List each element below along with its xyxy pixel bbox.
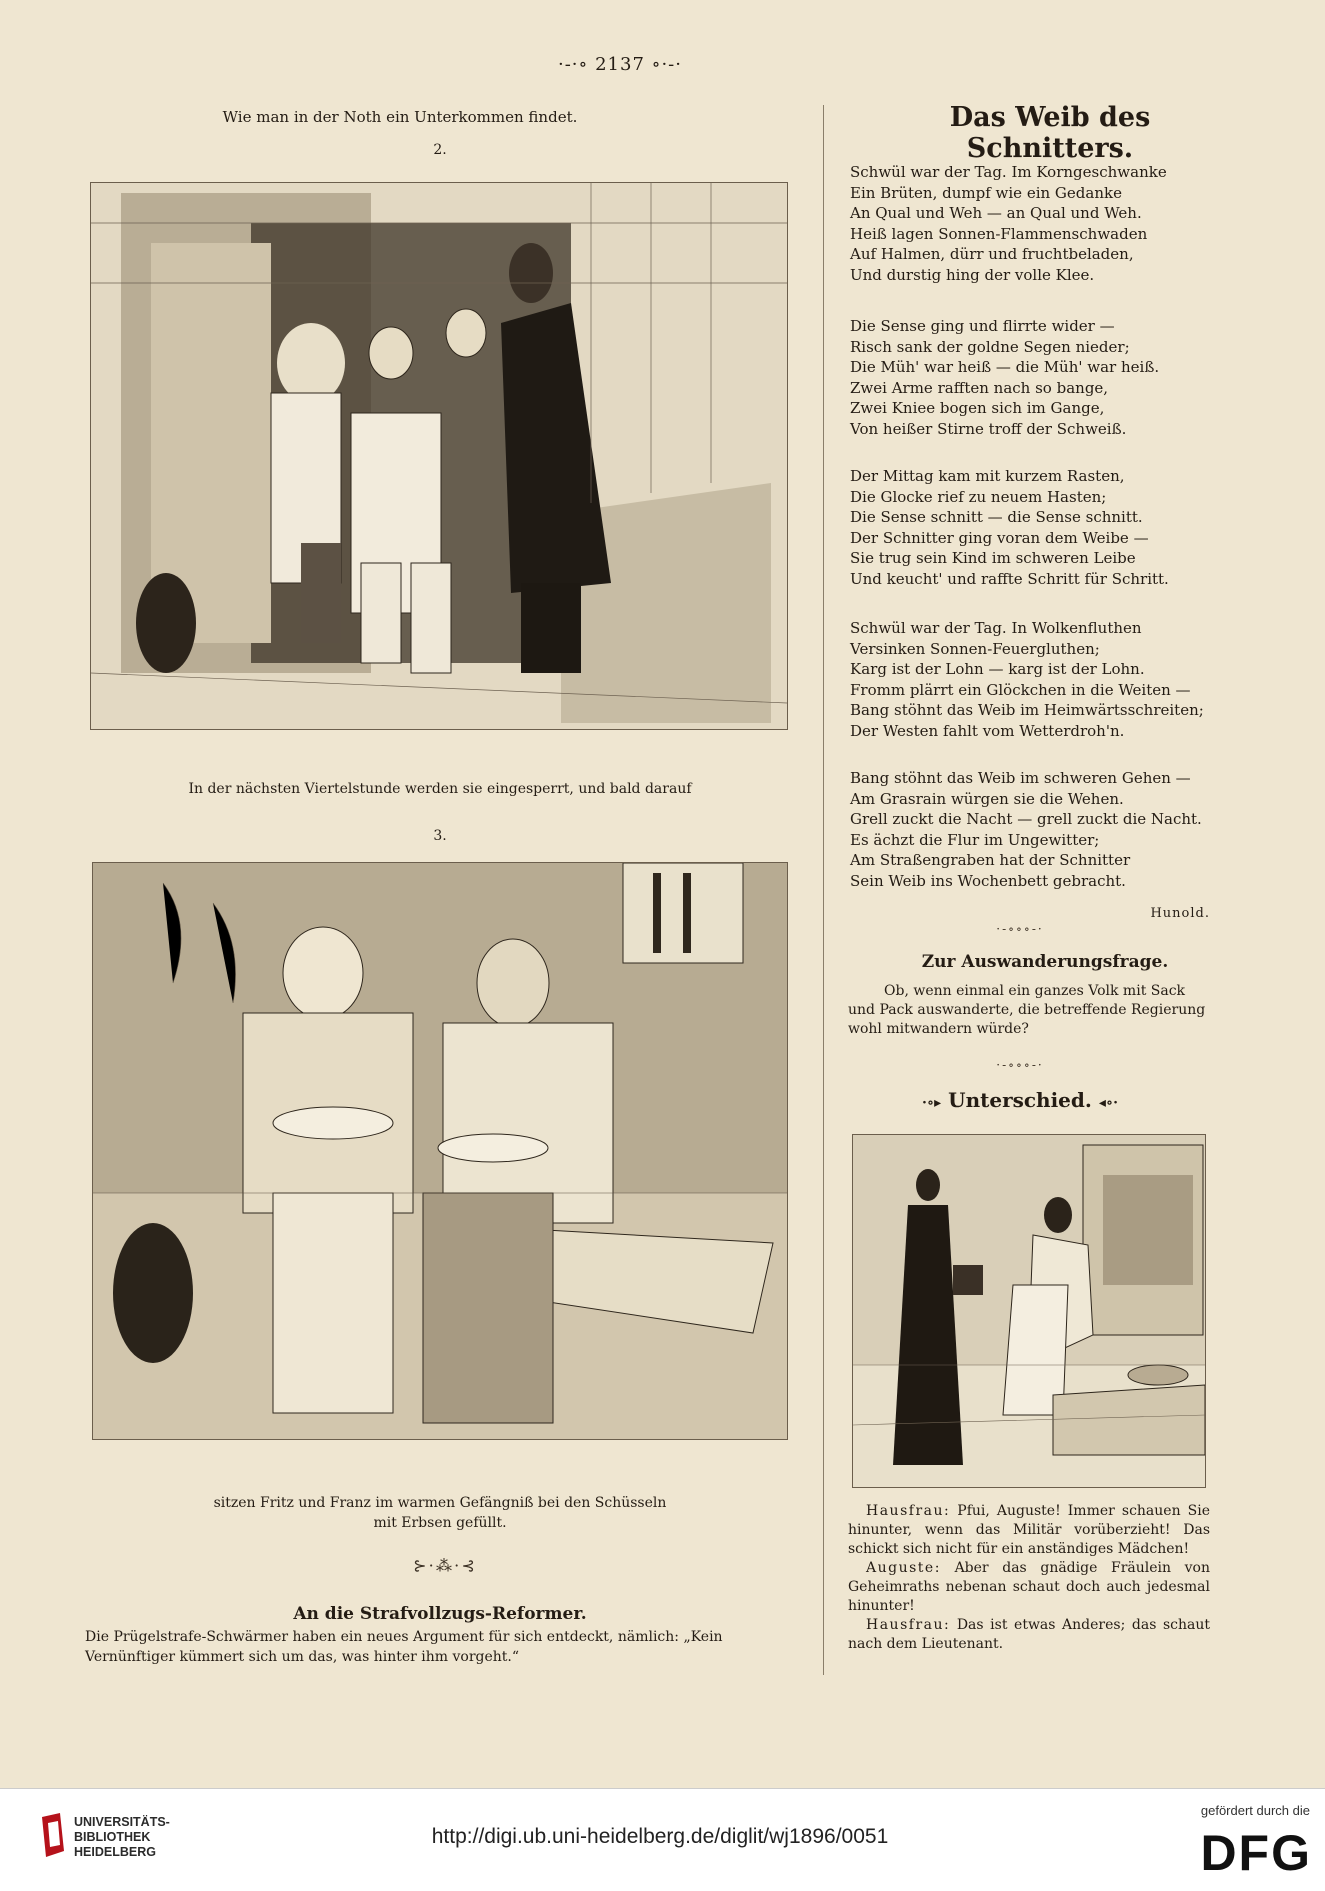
emigration-text: Ob, wenn einmal ein ganzes Volk mit Sack und Pack auswanderte, die betreffende Regierung wohl mitwandern würde? bbox=[848, 983, 1206, 1037]
page-number: ·-·∘ 2137 ∘·-· bbox=[558, 54, 682, 75]
poem-line: Schwül war der Tag. Im Korngeschwanke bbox=[850, 163, 1167, 181]
panel-3-number: 3. bbox=[433, 828, 447, 844]
poem-line: Bang stöhnt das Weib im schweren Gehen — bbox=[850, 769, 1191, 787]
poem-line: Der Schnitter ging voran dem Weibe — bbox=[850, 528, 1149, 547]
poem-line: Sie trug sein Kind im schweren Leibe bbox=[850, 549, 1136, 567]
library-logo-icon bbox=[38, 1811, 68, 1863]
dialogue-line-2: Auguste: Aber das gnädige Fräulein von Geheimraths nebenan schaut doch auch jedesmal hinunter! bbox=[848, 1560, 1210, 1614]
poem-line: Von heißer Stirne troff der Schweiß. bbox=[850, 419, 1127, 438]
poem-line: Am Grasrain würgen sie die Wehen. bbox=[850, 789, 1124, 808]
poem-line: Und keucht' und raffte Schritt für Schritt. bbox=[850, 569, 1169, 588]
poem-stanza-1 bbox=[850, 162, 1230, 285]
story-title: Wie man in der Noth ein Unterkommen findet. bbox=[222, 108, 578, 126]
poem-line: Zwei Kniee bogen sich im Gange, bbox=[850, 399, 1105, 417]
separator-2: ·-∘∘∘-· bbox=[996, 1058, 1044, 1072]
poem-line: Risch sank der goldne Segen nieder; bbox=[850, 337, 1130, 356]
page-number-value: 2137 bbox=[595, 54, 645, 75]
poem-title: Das Weib des Schnitters. bbox=[949, 102, 1151, 164]
poem-line: Am Straßengraben hat der Schnitter bbox=[850, 851, 1131, 869]
poem-line: Fromm plärrt ein Glöckchen in die Weiten — bbox=[850, 680, 1191, 699]
poem-stanza-2 bbox=[850, 316, 1230, 439]
reform-text-line-2: Vernünftiger kümmert sich um das, was hinter ihm vorgeht.“ bbox=[85, 1649, 520, 1665]
poem-line: Heiß lagen Sonnen-Flammenschwaden bbox=[850, 224, 1148, 243]
poem-line: Die Müh' war heiß — die Müh' war heiß. bbox=[850, 358, 1160, 376]
column-rule bbox=[823, 105, 824, 1675]
panel-3-caption-line-1: sitzen Fritz und Franz im warmen Gefängniß bei den Schüsseln bbox=[213, 1495, 667, 1511]
poem-line: Die Glocke rief zu neuem Hasten; bbox=[850, 487, 1107, 506]
dialogue-line-3: Hausfrau: Das ist etwas Anderes; das schaut nach dem Lieutenant. bbox=[848, 1617, 1211, 1652]
permalink-url[interactable]: http://digi.ub.uni-heidelberg.de/diglit/wj1896/0051 bbox=[431, 1825, 889, 1848]
poem-author: Hunold. bbox=[1150, 906, 1210, 921]
viewer-footer bbox=[0, 1788, 1325, 1891]
reform-title: An die Strafvollzugs-Reformer. bbox=[293, 1604, 587, 1624]
poem-line: Schwül war der Tag. In Wolkenfluthen bbox=[850, 619, 1142, 637]
poem-line: Der Westen fahlt vom Wetterdroh'n. bbox=[850, 721, 1125, 740]
separator-1: ·-∘∘∘-· bbox=[996, 922, 1044, 936]
illustration-panel-2 bbox=[90, 182, 788, 730]
poem-line: Die Sense schnitt — die Sense schnitt. bbox=[850, 508, 1143, 526]
funded-by-label: gefördert durch die bbox=[1200, 1803, 1310, 1818]
reform-text-line-1: Die Prügelstrafe-Schwärmer haben ein neues Argument für sich entdeckt, nämlich: „Kein bbox=[85, 1629, 723, 1645]
emigration-title: Zur Auswanderungsfrage. bbox=[921, 952, 1169, 972]
poem-line: Auf Halmen, dürr und fruchtbeladen, bbox=[850, 245, 1134, 263]
poem-line: Zwei Arme rafften nach so bange, bbox=[850, 378, 1109, 397]
poem-line: Sein Weib ins Wochenbett gebracht. bbox=[850, 871, 1126, 890]
dfg-logo[interactable]: DFG bbox=[1200, 1825, 1312, 1881]
poem-line: Bang stöhnt das Weib im Heimwärtsschreiten; bbox=[850, 701, 1204, 719]
poem-line: Der Mittag kam mit kurzem Rasten, bbox=[850, 467, 1125, 485]
dialogue-line-1: Hausfrau: Pfui, Auguste! Immer schauen Sie hinunter, wenn das Militär vorüberzieht! Das schickt sich nicht für ein anständiges Mädchen! bbox=[848, 1503, 1210, 1557]
illustration-panel-3 bbox=[92, 862, 788, 1440]
poem-line: Grell zuckt die Nacht — grell zuckt die Nacht. bbox=[850, 810, 1202, 828]
dialogue bbox=[848, 1502, 1210, 1654]
illustration-difference bbox=[852, 1134, 1206, 1488]
poem-line: Ein Brüten, dumpf wie ein Gedanke bbox=[850, 183, 1122, 202]
difference-title: ·∘▸ Unterschied. ◂∘· bbox=[921, 1088, 1118, 1112]
poem-stanza-4 bbox=[850, 618, 1230, 741]
ornament-divider: ⊱⋅⁂⋅⊰ bbox=[413, 1556, 477, 1575]
poem-line: An Qual und Weh — an Qual und Weh. bbox=[850, 204, 1142, 222]
poem-stanza-5 bbox=[850, 768, 1230, 891]
library-name[interactable]: UNIVERSITÄTS- BIBLIOTHEK HEIDELBERG bbox=[74, 1815, 170, 1859]
panel-2-number: 2. bbox=[433, 142, 447, 158]
panel-2-caption: In der nächsten Viertelstunde werden sie eingesperrt, und bald darauf bbox=[188, 781, 692, 797]
poem-stanza-3 bbox=[850, 466, 1230, 589]
poem-line: Es ächzt die Flur im Ungewitter; bbox=[850, 830, 1100, 849]
poem-line: Versinken Sonnen-Feuergluthen; bbox=[850, 639, 1100, 658]
poem-line: Die Sense ging und flirrte wider — bbox=[850, 317, 1115, 335]
poem-line: Und durstig hing der volle Klee. bbox=[850, 265, 1095, 284]
poem-line: Karg ist der Lohn — karg ist der Lohn. bbox=[850, 660, 1145, 678]
panel-3-caption-line-2: mit Erbsen gefüllt. bbox=[373, 1515, 507, 1531]
